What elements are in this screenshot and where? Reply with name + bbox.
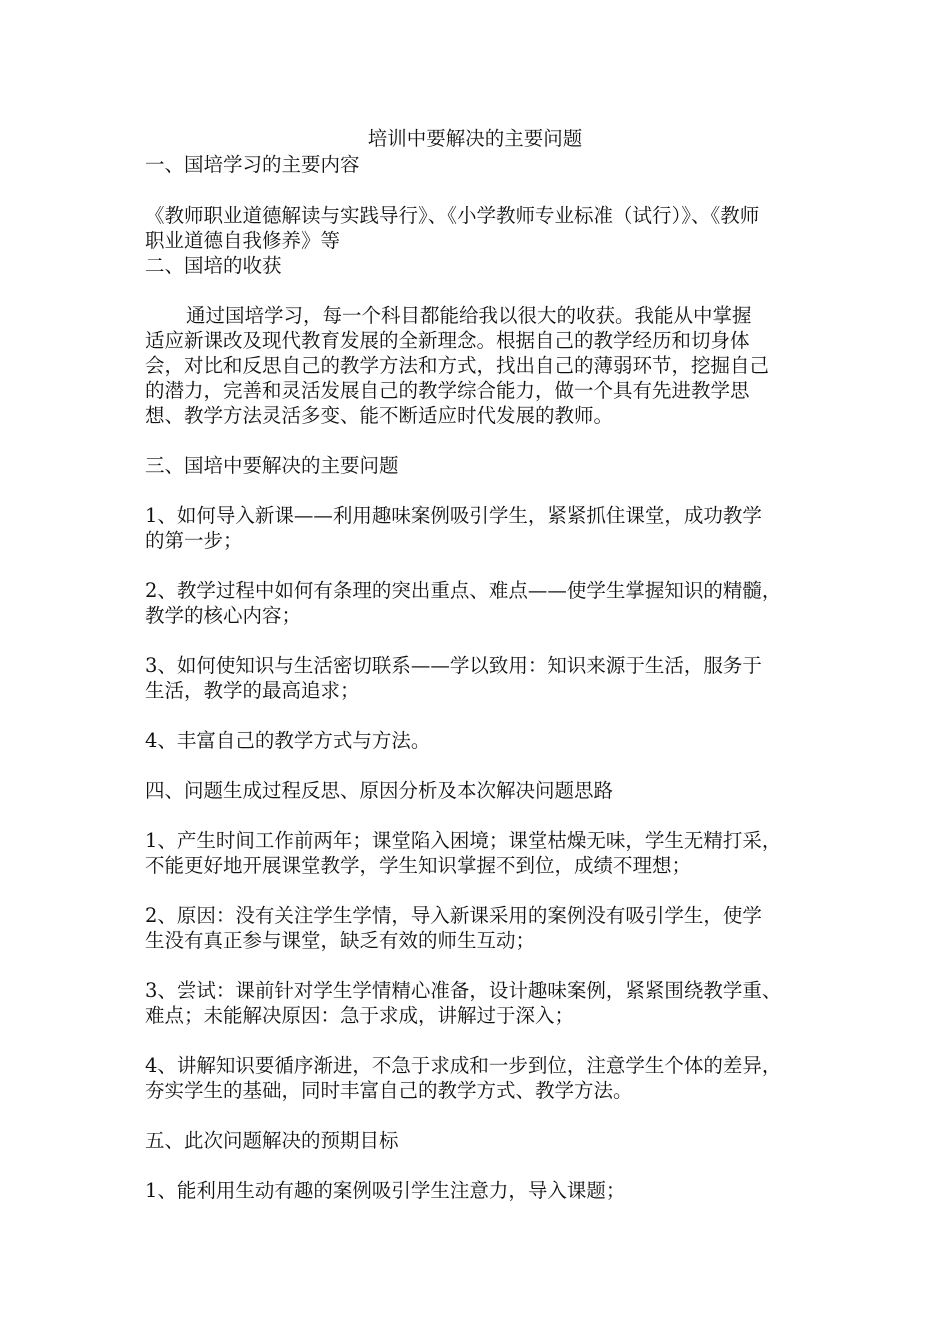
list-item-line: 3、尝试：课前针对学生学情精心准备，设计趣味案例，紧紧围绕教学重、 <box>145 979 782 1002</box>
list-item-line: 2、原因：没有关注学生学情，导入新课采用的案例没有吸引学生，使学 <box>145 904 762 927</box>
paragraph-line: 通过国培学习，每一个科目都能给我以很大的收获。我能从中掌握 <box>186 304 752 327</box>
list-item-line: 1、能利用生动有趣的案例吸引学生注意力，导入课题； <box>145 1179 626 1202</box>
list-item-line: 3、如何使知识与生活密切联系——学以致用：知识来源于生活，服务于 <box>145 654 762 677</box>
list-item-line: 1、如何导入新课——利用趣味案例吸引学生，紧紧抓住课堂，成功教学 <box>145 504 762 527</box>
list-item-line: 不能更好地开展课堂教学，学生知识掌握不到位，成绩不理想； <box>145 854 692 877</box>
list-item-line: 4、丰富自己的教学方式与方法。 <box>145 729 431 752</box>
paragraph-line: 职业道德自我修养》等 <box>145 229 341 252</box>
section-heading-1: 一、国培学习的主要内容 <box>145 153 360 176</box>
list-item-line: 教学的核心内容； <box>145 604 302 627</box>
paragraph-line: 的潜力，完善和灵活发展自己的教学综合能力，做一个具有先进教学思 <box>145 379 750 402</box>
section-heading-4: 四、问题生成过程反思、原因分析及本次解决问题思路 <box>145 779 614 802</box>
list-item-line: 4、讲解知识要循序渐进，不急于求成和一步到位，注意学生个体的差异， <box>145 1054 782 1077</box>
list-item-line: 2、教学过程中如何有条理的突出重点、难点——使学生掌握知识的精髓， <box>145 579 782 602</box>
list-item-line: 的第一步； <box>145 529 243 552</box>
list-item-line: 生没有真正参与课堂，缺乏有效的师生互动； <box>145 929 536 952</box>
list-item-line: 生活，教学的最高追求； <box>145 679 360 702</box>
list-item-line: 1、产生时间工作前两年；课堂陷入困境；课堂枯燥无味，学生无精打采， <box>145 829 782 852</box>
document-title: 培训中要解决的主要问题 <box>367 127 583 150</box>
list-item-line: 难点；未能解决原因：急于求成，讲解过于深入； <box>145 1004 575 1027</box>
section-heading-2: 二、国培的收获 <box>145 254 282 277</box>
section-heading-5: 五、此次问题解决的预期目标 <box>145 1129 399 1152</box>
paragraph-line: 会，对比和反思自己的教学方法和方式，找出自己的薄弱环节，挖掘自己 <box>145 354 770 377</box>
paragraph-line: 《教师职业道德解读与实践导行》、《小学教师专业标准（试行）》、《教师 <box>145 204 760 227</box>
section-heading-3: 三、国培中要解决的主要问题 <box>145 454 399 477</box>
paragraph-line: 适应新课改及现代教育发展的全新理念。根据自己的教学经历和切身体 <box>145 329 750 352</box>
list-item-line: 夯实学生的基础，同时丰富自己的教学方式、教学方法。 <box>145 1079 633 1102</box>
paragraph-line: 想、教学方法灵活多变、能不断适应时代发展的教师。 <box>145 404 614 427</box>
